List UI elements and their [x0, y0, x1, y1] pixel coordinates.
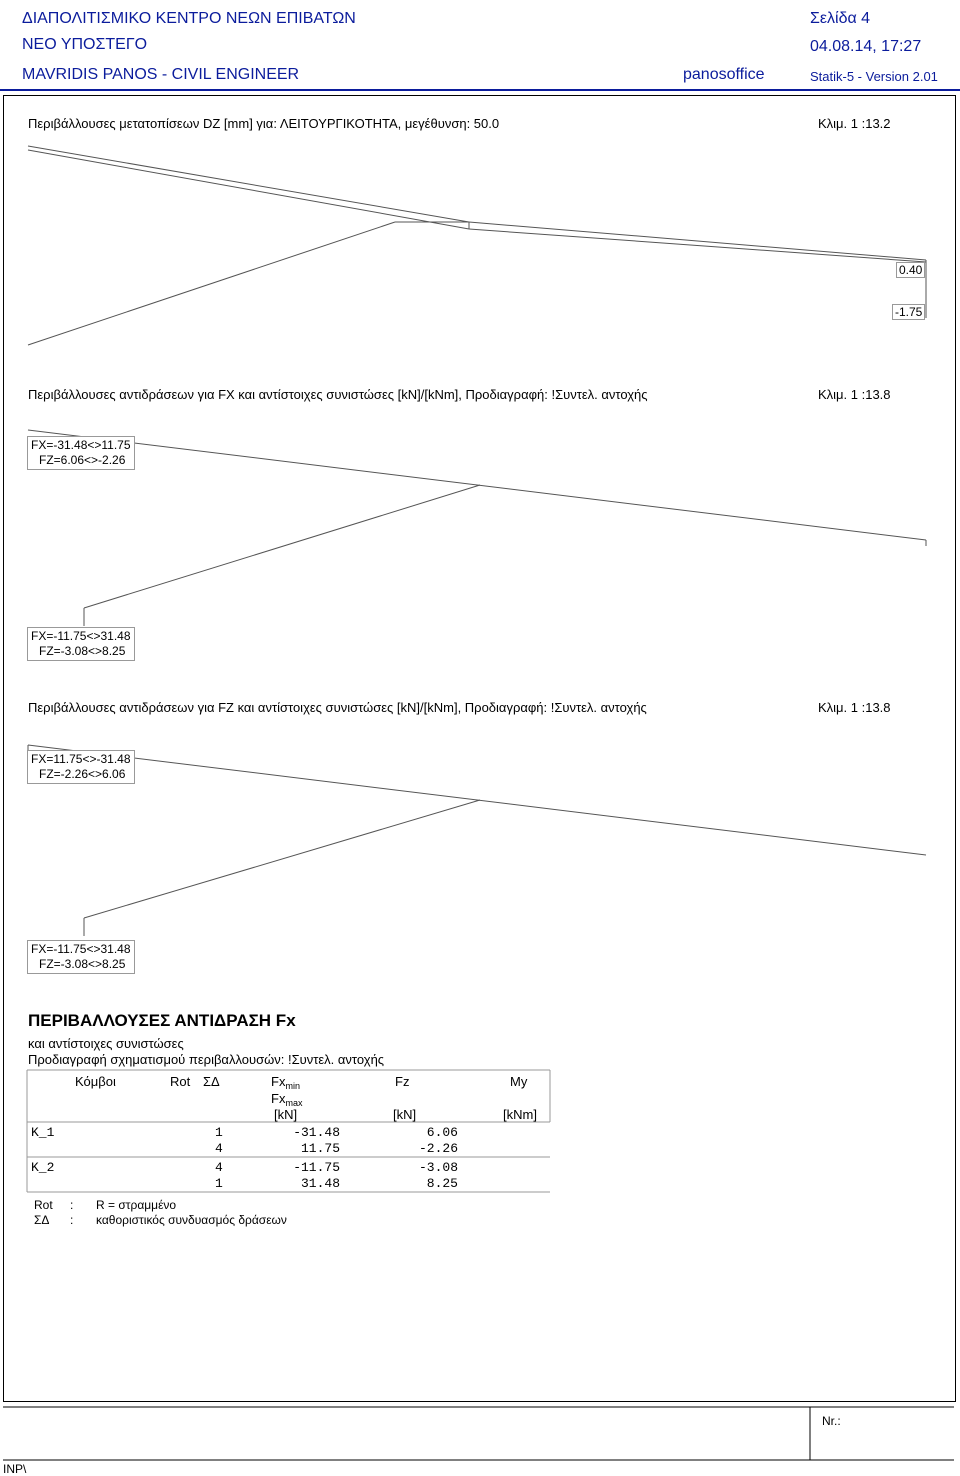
col-sd: ΣΔ: [203, 1074, 220, 1089]
section3-title: Περιβάλλουσες αντιδράσεων για FZ και αντίστοιχες συνιστώσες [kN]/[kNm], Προδιαγραφή: !Συντελ. αντοχής: [28, 700, 647, 715]
reaction-label-bottom: [27, 940, 135, 974]
print-date: 04.08.14, 17:27: [810, 38, 922, 55]
nr-label: Nr.:: [822, 1414, 841, 1428]
unit-fz: [kN]: [393, 1107, 417, 1122]
table-row-node: K_2: [31, 1160, 55, 1175]
beam-upper-deformed: [28, 150, 469, 229]
section1-scale: Κλιμ. 1 :13.2: [818, 116, 891, 131]
beam-right-original: [469, 222, 926, 260]
legend-sep: :: [70, 1213, 74, 1227]
table-row-fz: -2.26: [418, 1141, 458, 1156]
section3-scale: Κλιμ. 1 :13.8: [818, 700, 891, 715]
table-row-sd: 4: [215, 1160, 223, 1175]
table-row-fx: -11.75: [293, 1160, 340, 1175]
fz-range: FZ=-3.08<>8.25: [39, 957, 126, 971]
rafter-top: [28, 430, 926, 540]
table-row-fx: -31.48: [293, 1125, 340, 1140]
table-row-node: K_1: [31, 1125, 55, 1140]
legend-text: καθοριστικός συνδυασμός δράσεων: [96, 1213, 287, 1227]
reaction-label-bottom: [27, 627, 135, 661]
rafter-bottom: [84, 800, 480, 918]
project-subtitle: ΝΕΟ ΥΠΟΣΤΕΓΟ: [22, 36, 148, 53]
fx-range: FX=11.75<>-31.48: [31, 752, 131, 766]
table-heading: ΠΕΡΙΒΑΛΛΟΥΣΕΣ ΑΝΤΙΔΡΑΣΗ Fx: [28, 1011, 296, 1030]
legend-sep: :: [70, 1198, 74, 1212]
rafter-top: [28, 745, 926, 855]
fz-range: FZ=6.06<>-2.26: [39, 453, 126, 467]
unit-fx: [kN]: [274, 1107, 298, 1122]
beam-right-deformed: [469, 229, 926, 262]
fx-range: FX=-11.75<>31.48: [31, 629, 131, 643]
software-version: Statik-5 - Version 2.01: [810, 69, 938, 84]
deflection-min-label: -1.75: [892, 304, 925, 320]
table-row-sd: 1: [215, 1125, 223, 1140]
table-spec: Προδιαγραφή σχηματισμού περιβαλλουσών: !Συντελ. αντοχής: [28, 1052, 385, 1067]
col-nodes: Κόμβοι: [75, 1074, 116, 1089]
section2-scale: Κλιμ. 1 :13.8: [818, 387, 891, 402]
beam-upper-original: [28, 146, 469, 222]
unit-my: [kNm]: [503, 1107, 537, 1122]
table-row-fx: 11.75: [300, 1141, 340, 1156]
table-subheading: και αντίστοιχες συνιστώσες: [28, 1036, 184, 1051]
col-rot: Rot: [170, 1074, 191, 1089]
table-row-fz: 8.25: [426, 1176, 458, 1191]
legend-key: Rot: [34, 1198, 53, 1212]
table-row-fx: 31.48: [300, 1176, 340, 1191]
engineer-name: MAVRIDIS PANOS - CIVIL ENGINEER: [22, 66, 300, 83]
reaction-fz-diagram: [28, 745, 926, 936]
table-row-sd: 4: [215, 1141, 223, 1156]
section1-title: Περιβάλλουσες μετατοπίσεων DZ [mm] για: ΛΕΙΤΟΥΡΓΙΚΟΤΗΤΑ, μεγέθυνση: 50.0: [28, 116, 500, 131]
col-my: My: [510, 1074, 528, 1089]
fz-range: FZ=-2.26<>6.06: [39, 767, 126, 781]
reaction-fx-diagram: [28, 430, 926, 626]
deflection-diagram: [28, 146, 926, 345]
table-row-fz: -3.08: [418, 1160, 458, 1175]
fz-range: FZ=-3.08<>8.25: [39, 644, 126, 658]
fx-range: FX=-11.75<>31.48: [31, 942, 131, 956]
table-row-fz: 6.06: [426, 1125, 458, 1140]
reaction-label-top: [27, 750, 135, 784]
project-title: ΔΙΑΠΟΛΙΤΙΣΜΙΚΟ ΚΕΝΤΡΟ ΝΕΩΝ ΕΠΙΒΑΤΩΝ: [22, 10, 356, 27]
legend-text: R = στραμμένο: [96, 1198, 177, 1212]
legend-key: ΣΔ: [34, 1213, 50, 1227]
col-fx-max: $Fx_{max}$: [271, 1091, 303, 1108]
section2-title: Περιβάλλουσες αντιδράσεων για FX και αντίστοιχες συνιστώσες [kN]/[kNm], Προδιαγραφή: !Συντελ. αντοχής: [28, 387, 648, 402]
reaction-label-top: [27, 436, 135, 470]
rafter-bottom: [84, 485, 480, 608]
company-name: panosoffice: [683, 66, 765, 83]
column-left: [28, 222, 395, 345]
col-fz: Fz: [395, 1074, 410, 1089]
page-number: Σελίδα 4: [810, 10, 871, 27]
col-fx-min: $Fx_{min}$: [271, 1074, 300, 1091]
table-row-sd: 1: [215, 1176, 223, 1191]
fx-range: FX=-31.48<>11.75: [31, 438, 131, 452]
deflection-max-label: 0.40: [896, 262, 925, 278]
inp-label: INP\: [3, 1462, 27, 1476]
